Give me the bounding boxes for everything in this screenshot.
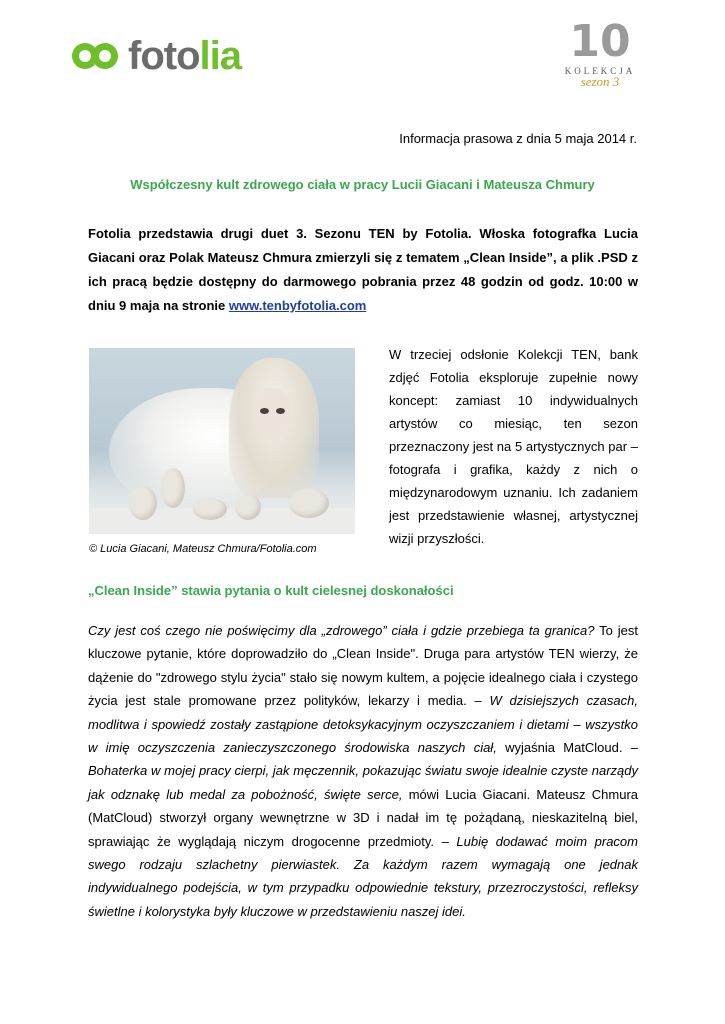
side-paragraph: W trzeciej odsłonie Kolekcji TEN, bank zdjęć Fotolia eksploruje zupełnie nowy koncept: zamiast 10 indywidualnych artystów co miesiąc, ten sezon przeznaczony jest na 5 artystycznych par – fotografa i grafika, każdy z nich o międzynarodowym uznaniu. Ich zadaniem jest przedstawienie własnej, artystycznej wizji przyszłości. (389, 347, 638, 546)
section-heading: „Clean Inside” stawia pytania o kult cielesnej doskonałości (88, 583, 454, 598)
document-title: Współczesny kult zdrowego ciała w pracy Lucii Giacani i Mateusza Chmury (130, 177, 595, 192)
body-question: Czy jest coś czego nie poświęcimy dla „zdrowego” ciała i gdzie przebiega ta granica? (88, 623, 595, 638)
body-text: To jest kluczowe pytanie, które doprowadziło do „Clean Inside". Druga para artystów TEN wierzy, że dążenie do "zdrowego stylu życia" stało się nowym kultem, a pojęcie idealnego ciała i czystego życia jest stale promowane przez polityków, lekarzy i media. – (88, 623, 639, 709)
website-link[interactable]: www.tenbyfotolia.com (228, 298, 367, 313)
hand-object (289, 488, 329, 518)
lead-text: Fotolia przedstawia drugi duet 3. Sezonu TEN by Fotolia. Włoska fotografka Lucia Giacani oraz Polak Mateusz Chmura zmierzyli się z tematem „Clean Inside”, a plik .PSD z ich pracą będzie dostępny do darmowego pobrania przez 48 godzin od godz. 10:00 w dniu 9 maja na stronie (88, 226, 638, 313)
body-text: wyjaśnia MatCloud. – (496, 740, 639, 756)
badge-number: 10 (569, 16, 631, 67)
organ-object (235, 494, 261, 520)
badge-season: sezon 3 (580, 74, 620, 89)
logo-wordmark: fotolia (128, 34, 241, 78)
face-shape (254, 388, 290, 438)
body-quote: Lubię dodawać moim pracom swego rodzaju szlachetny pierwiastek. Za każdym razem wymagają one jednak indywidualnego podejścia, w tym przypadku odpowiednie tekstury, przezroczystości, refleksy świetlne i kolorystyka były kluczowe w przedstawieniu naszej idei. (88, 833, 638, 919)
organ-object (161, 468, 185, 508)
photo-caption: © Lucia Giacani, Mateusz Chmura/Fotolia.com (89, 543, 317, 555)
organ-object (129, 486, 157, 520)
kolekcja-badge (560, 16, 640, 90)
badge-label: KOLEKCJA (564, 66, 636, 76)
body-quote: W dzisiejszych czasach, modlitwa i spowiedź zostały zastąpione detoksykacyjnym oczyszczaniem i dietami – wszystko w imię oczyszczenia zanieczyszczonego środowiska naszych ciał, (88, 693, 638, 756)
eye-right (276, 408, 285, 414)
artwork-photo (89, 348, 355, 534)
organ-object (193, 498, 227, 520)
body-quote: Bohaterka w mojej pracy cierpi, jak męczennik, pokazując światu swoje idealnie czyste narządy jak odznakę lub medal za pobożność, święte serce, (88, 763, 638, 802)
eye-left (260, 408, 269, 414)
fotolia-logo (72, 36, 241, 76)
body-text: mówi Lucia Giacani. Mateusz Chmura (MatCloud) stworzył organy wewnętrzne w 3D i nadał im tę pożądaną, nieskazitelną biel, sprawiając że wyglądają niczym drogocenne przedmioty. – (88, 786, 639, 849)
press-release-date: Informacja prasowa z dnia 5 maja 2014 r. (399, 131, 637, 146)
body-paragraph (88, 619, 638, 923)
fotolia-logo-icon (72, 39, 124, 73)
lead-paragraph (88, 222, 638, 318)
